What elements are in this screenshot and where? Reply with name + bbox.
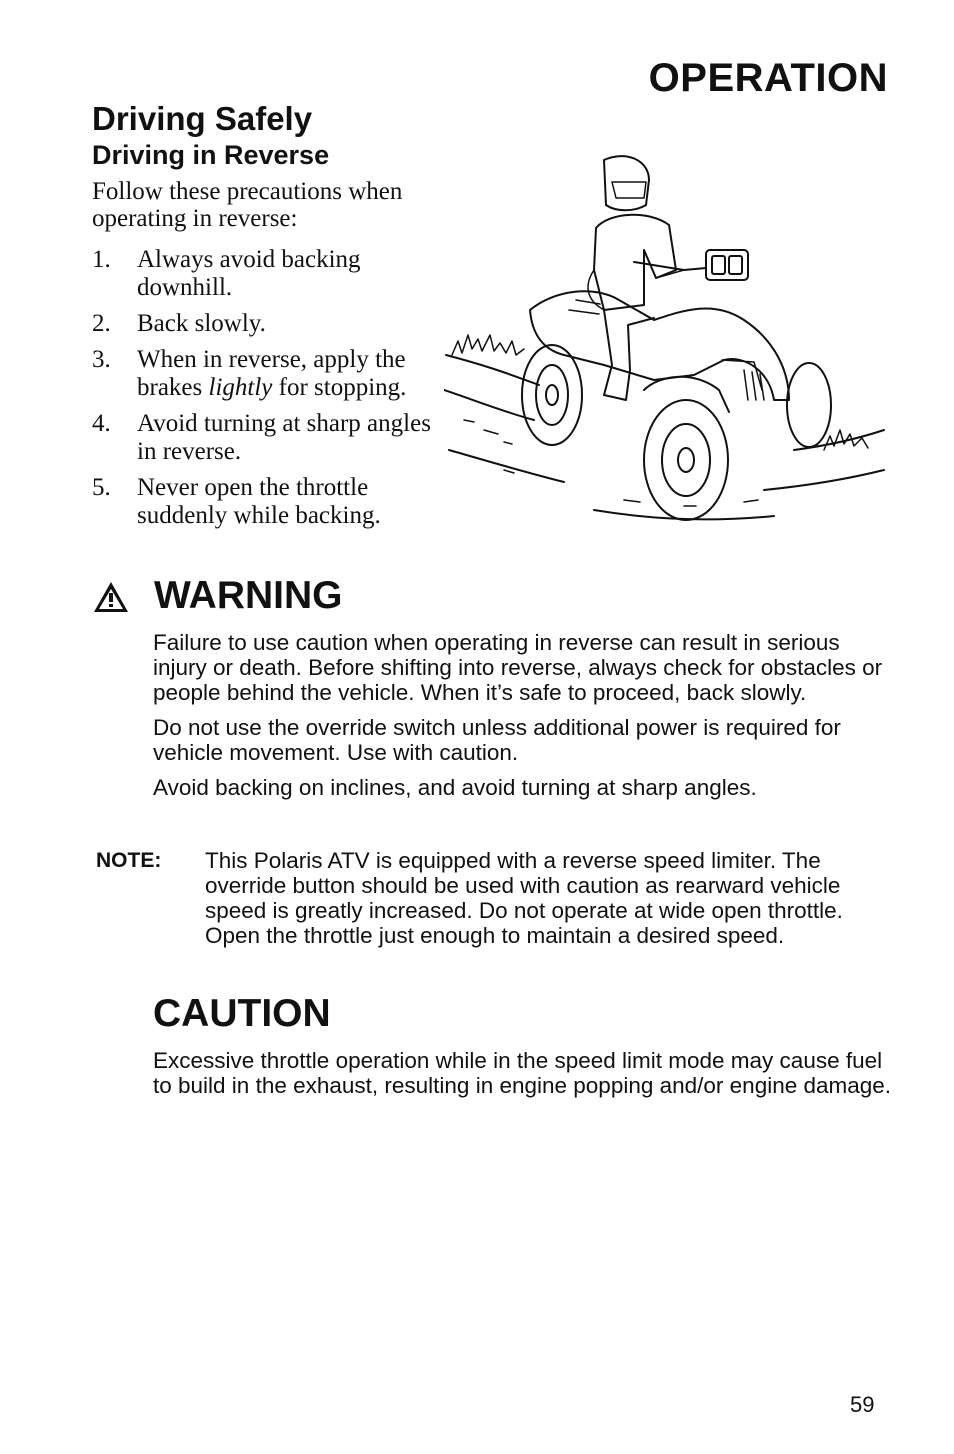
list-text: Back slowly.: [137, 310, 266, 337]
list-number: 2.: [92, 310, 111, 337]
caution-title: CAUTION: [153, 992, 331, 1035]
intro-text: Follow these precautions when operating in reverse:: [92, 178, 403, 232]
section-title: OPERATION: [648, 56, 888, 100]
warning-body: [153, 630, 898, 810]
list-number: 4.: [92, 410, 111, 437]
list-text: Always avoid backing downhill.: [137, 246, 361, 301]
note-label: NOTE:: [96, 849, 162, 872]
list-item: [92, 246, 432, 302]
atv-rider-illustration: [444, 150, 889, 535]
note-text: This Polaris ATV is equipped with a reverse speed limiter. The override button should be used with caution as rearward vehicle speed is greatly increased. Do not operate at wide open throttle. Open the throttle just enough to maintain a desired speed.: [205, 848, 843, 948]
page-number: 59: [850, 1392, 875, 1417]
list-text: Never open the throttle suddenly while backing.: [137, 474, 381, 529]
list-item: [92, 474, 432, 530]
warning-paragraph: Do not use the override switch unless additional power is required for vehicle movement. Use with caution.: [153, 715, 841, 765]
caution-text: Excessive throttle operation while in the speed limit mode may cause fuel to build in the exhaust, resulting in engine popping and/or engine damage.: [153, 1048, 892, 1098]
list-item: [92, 410, 432, 466]
list-item: [92, 346, 432, 402]
list-number: 3.: [92, 346, 111, 373]
list-text: for stopping.: [278, 374, 407, 401]
list-item: [92, 310, 432, 338]
list-text: When in reverse, apply the brakes: [137, 346, 406, 401]
warning-paragraph: Avoid backing on inclines, and avoid turning at sharp angles.: [153, 775, 757, 800]
list-number: 1.: [92, 246, 111, 273]
heading: Driving Safely: [92, 100, 313, 137]
list-number: 5.: [92, 474, 111, 501]
subheading: Driving in Reverse: [92, 140, 330, 170]
caution-body: [153, 1048, 898, 1108]
warning-triangle-icon: [92, 580, 130, 614]
warning-title: WARNING: [154, 574, 343, 617]
list-text: Avoid turning at sharp angles in reverse.: [137, 410, 431, 465]
precaution-list: [92, 246, 432, 538]
list-emphasis: lightly: [208, 374, 273, 401]
warning-paragraph: Failure to use caution when operating in reverse can result in serious injury or death. Before shifting into reverse, always check for obstacles or people behind the vehicle. When it’s safe to proceed, back slowly.: [153, 630, 883, 705]
